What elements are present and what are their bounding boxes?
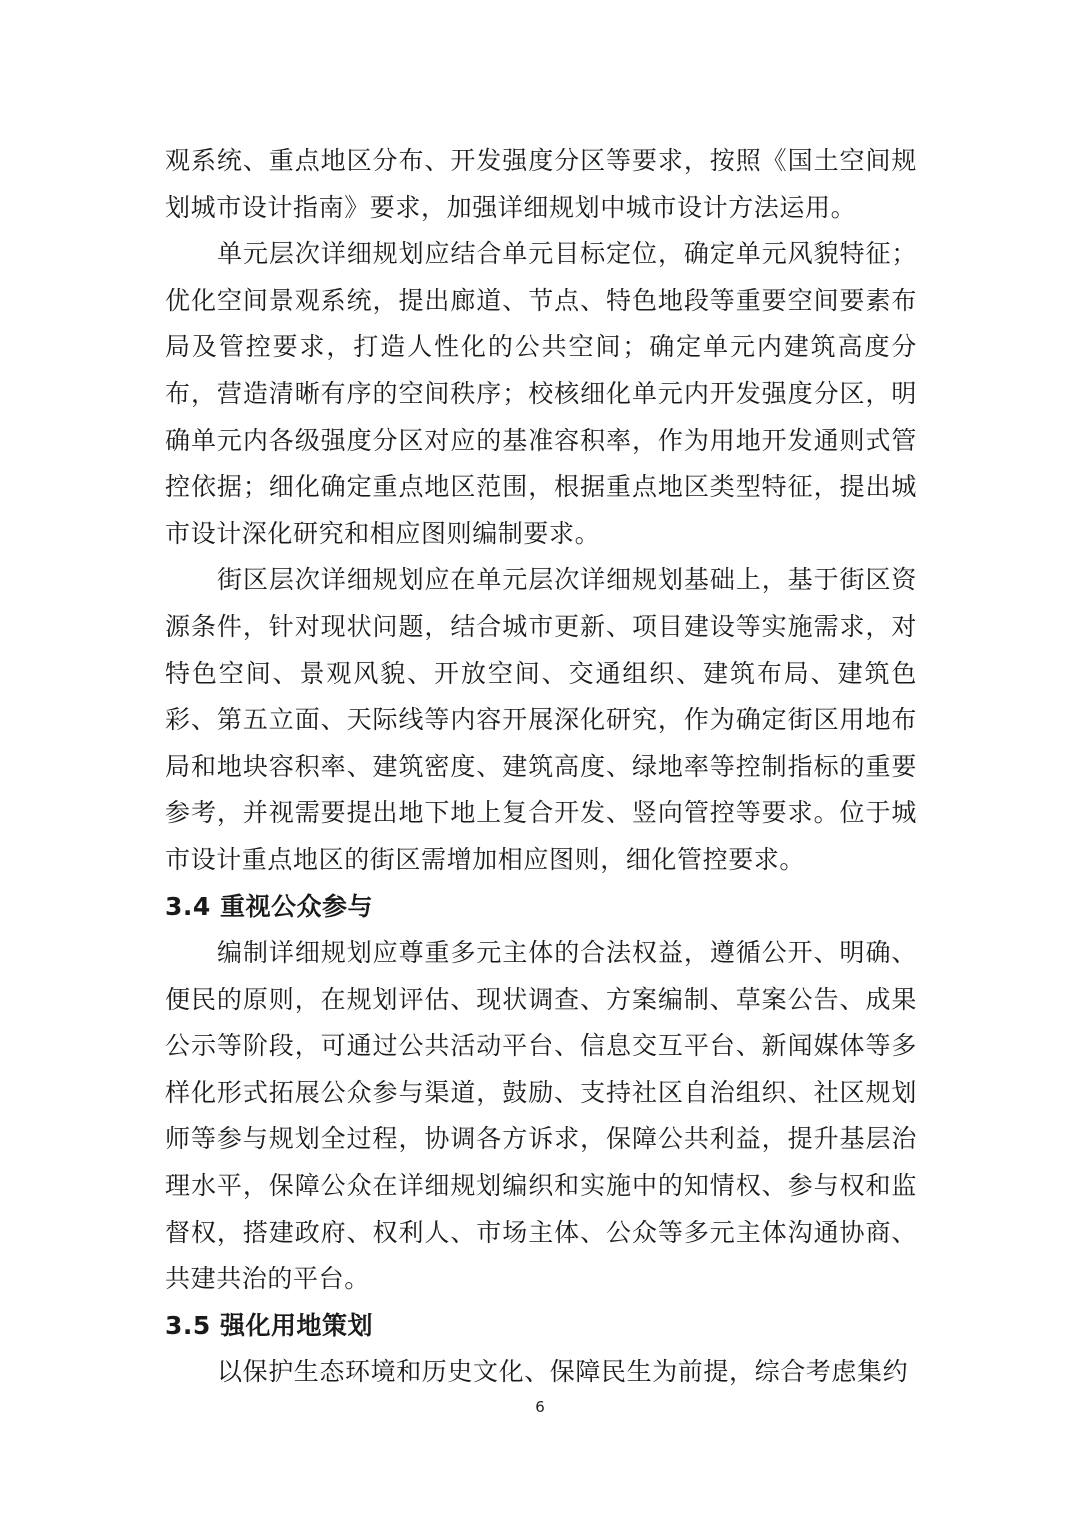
paragraph-public-participation: 编制详细规划应尊重多元主体的合法权益，遵循公开、明确、便民的原则，在规划评估、现状调查、方案编制、草案公告、成果公示等阶段，可通过公共活动平台、信息交互平台、新闻媒体等多样化形式拓展公众参与渠道，鼓励、支持社区自治组织、社区规划师等参与规划全过程，协调各方诉求，保障公共利益，提升基层治理水平，保障公众在详细规划编织和实施中的知情权、参与权和监督权，搭建政府、权利人、市场主体、公众等多元主体沟通协商、共建共治的平台。: [165, 938, 917, 1294]
section-heading-3-4: 3.4 重视公众参与: [165, 891, 373, 921]
paragraph-land-planning: 以保护生态环境和历史文化、保障民生为前提，综合考虑集约: [217, 1357, 909, 1387]
page-number: 6: [535, 1398, 545, 1416]
page-body: [165, 138, 917, 1396]
paragraph-continued: 观系统、重点地区分布、开发强度分区等要求，按照《国土空间规划城市设计指南》要求，加强详细规划中城市设计方法运用。: [165, 146, 917, 222]
paragraph-unit-level-planning: 单元层次详细规划应结合单元目标定位，确定单元风貌特征；优化空间景观系统，提出廊道、节点、特色地段等重要空间要素布局及管控要求，打造人性化的公共空间；确定单元内建筑高度分布，营造清晰有序的空间秩序；校核细化单元内开发强度分区，明确单元内各级强度分区对应的基准容积率，作为用地开发通则式管控依据；细化确定重点地区范围，根据重点地区类型特征，提出城市设计深化研究和相应图则编制要求。: [165, 239, 917, 548]
section-heading-3-5: 3.5 强化用地策划: [165, 1310, 373, 1340]
paragraph-block-level-planning: 街区层次详细规划应在单元层次详细规划基础上，基于街区资源条件，针对现状问题，结合城市更新、项目建设等实施需求，对特色空间、景观风貌、开放空间、交通组织、建筑布局、建筑色彩、第五立面、天际线等内容开展深化研究，作为确定街区用地布局和地块容积率、建筑密度、建筑高度、绿地率等控制指标的重要参考，并视需要提出地下地上复合开发、竖向管控等要求。位于城市设计重点地区的街区需增加相应图则，细化管控要求。: [165, 565, 917, 874]
